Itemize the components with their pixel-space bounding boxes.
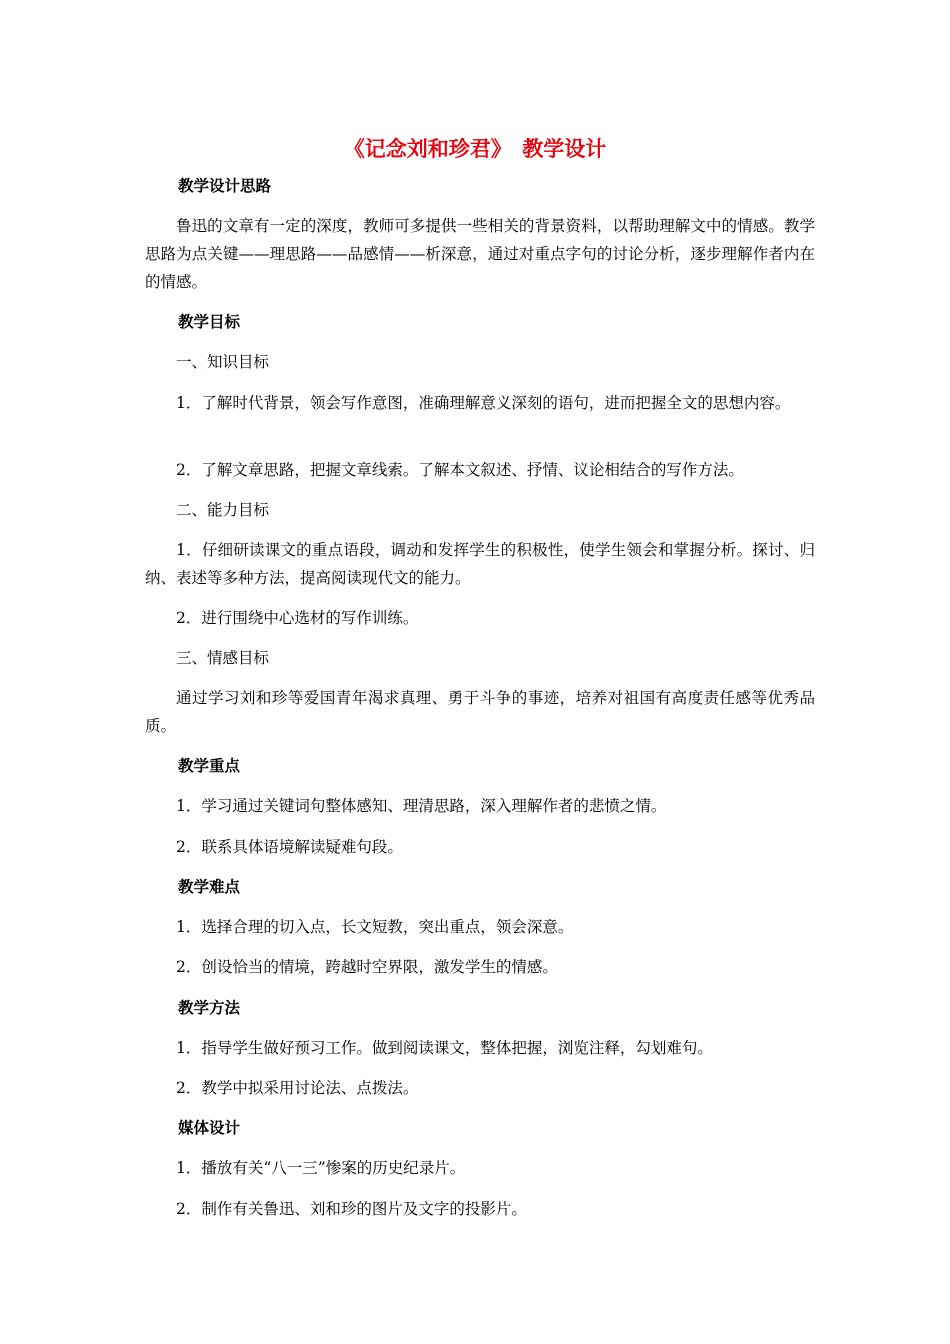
section-heading-methods: 教学方法	[178, 998, 241, 1017]
document-title: 《记念刘和珍君》 教学设计	[343, 136, 607, 161]
list-item-ability-2: 2．进行围绕中心选材的写作训练。	[176, 609, 419, 627]
list-item-key-point-2: 2．联系具体语境解读疑难句段。	[176, 838, 403, 856]
list-item-knowledge-1: 1．了解时代背景，领会写作意图，准确理解意义深刻的语句，进而把握全文的思想内容。	[176, 394, 791, 412]
section-heading-design-approach: 教学设计思路	[178, 176, 272, 195]
section-heading-difficulties: 教学难点	[178, 877, 241, 896]
subheading-ability-goals: 二、能力目标	[176, 501, 270, 519]
list-item-difficulty-2: 2．创设恰当的情境，跨越时空界限，激发学生的情感。	[176, 958, 558, 976]
subheading-knowledge-goals: 一、知识目标	[176, 353, 270, 371]
section-heading-teaching-goals: 教学目标	[178, 312, 241, 331]
subheading-emotion-goals: 三、情感目标	[176, 649, 270, 667]
paragraph-emotion-goals: 通过学习刘和珍等爱国青年渴求真理、勇于斗争的事迹，培养对祖国有高度责任感等优秀品质。	[145, 689, 815, 735]
list-item-method-1: 1．指导学生做好预习工作。做到阅读课文，整体把握，浏览注释，勾划难句。	[176, 1039, 713, 1057]
paragraph-design-approach: 鲁迅的文章有一定的深度，教师可多提供一些相关的背景资料，以帮助理解文中的情感。教学思路为点关键——理思路——品感情——析深意，通过对重点字句的讨论分析，逐步理解作者内在的情感。	[145, 217, 815, 291]
section-heading-key-points: 教学重点	[178, 756, 241, 775]
list-item-media-2: 2．制作有关鲁迅、刘和珍的图片及文字的投影片。	[176, 1200, 527, 1218]
list-item-ability-1: 1．仔细研读课文的重点语段，调动和发挥学生的积极性，使学生领会和掌握分析。探讨、归纳、表述等多种方法，提高阅读现代文的能力。	[145, 541, 815, 587]
list-item-key-point-1: 1．学习通过关键词句整体感知、理清思路，深入理解作者的悲愤之情。	[176, 797, 667, 815]
list-item-difficulty-1: 1．选择合理的切入点，长文短教，突出重点，领会深意。	[176, 918, 574, 936]
section-heading-media: 媒体设计	[178, 1118, 241, 1137]
list-item-method-2: 2．教学中拟采用讨论法、点拨法。	[176, 1079, 419, 1097]
list-item-media-1: 1．播放有关“八一三”惨案的历史纪录片。	[176, 1159, 466, 1177]
list-item-knowledge-2: 2．了解文章思路，把握文章线索。了解本文叙述、抒情、议论相结合的写作方法。	[176, 461, 744, 479]
